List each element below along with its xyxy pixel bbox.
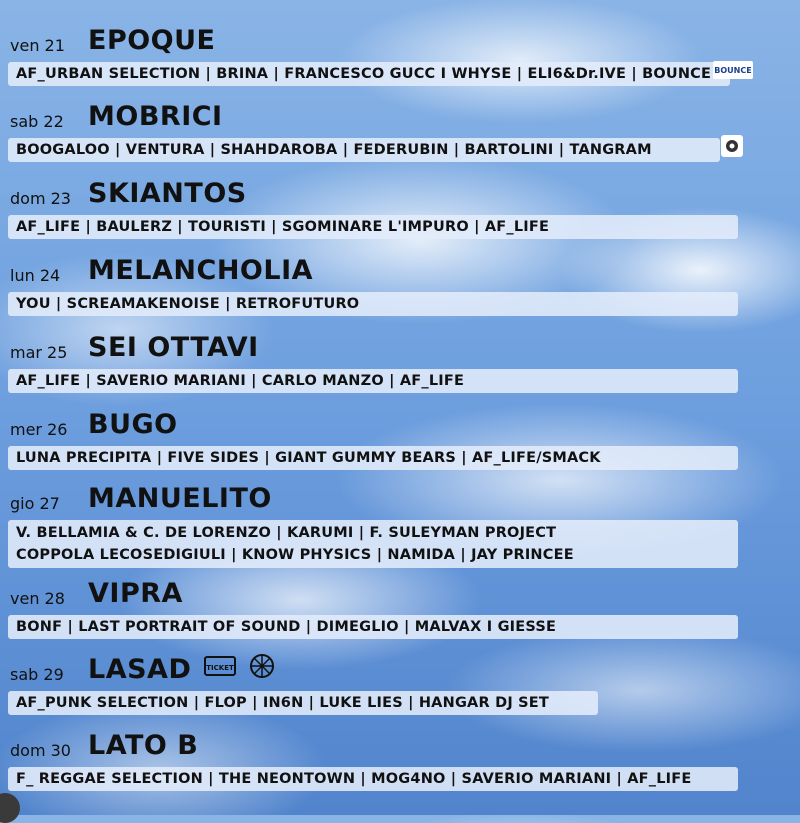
event-lato-b: [8, 727, 753, 791]
event-name: MOBRICI: [88, 101, 223, 132]
event-date: mer 26: [10, 420, 68, 439]
event-lineup: [8, 369, 738, 393]
event-lasad: [8, 651, 753, 715]
event-epoque: [8, 22, 753, 86]
event-date: lun 24: [10, 266, 61, 285]
event-name: LASAD: [88, 654, 192, 685]
lineup-line: COPPOLA LECOSEDIGIULI | KNOW PHYSICS | NAMIDA | JAY PRINCEE: [16, 547, 574, 563]
event-lineup: [8, 138, 720, 162]
event-lineup: [8, 767, 738, 791]
lineup-line: LUNA PRECIPITA | FIVE SIDES | GIANT GUMMY BEARS | AF_LIFE/SMACK: [16, 450, 601, 466]
event-vipra: [8, 575, 753, 639]
event-name: SEI OTTAVI: [88, 332, 259, 363]
bounce-logo: BOUNCE: [713, 61, 753, 79]
lineup-line: AF_PUNK SELECTION | FLOP | IN6N | LUKE LIES | HANGAR DJ SET: [16, 695, 549, 711]
event-name: EPOQUE: [88, 25, 216, 56]
lineup-line: YOU | SCREAMAKENOISE | RETROFUTURO: [16, 296, 360, 312]
event-name: MELANCHOLIA: [88, 255, 314, 286]
event-name: BUGO: [88, 409, 178, 440]
event-name: SKIANTOS: [88, 178, 247, 209]
event-date: dom 30: [10, 741, 71, 760]
event-manuelito: [8, 480, 753, 568]
event-lineup: [8, 292, 738, 316]
event-date: mar 25: [10, 343, 68, 362]
event-skiantos: [8, 175, 753, 239]
event-lineup: [8, 215, 738, 239]
event-date: ven 21: [10, 36, 65, 55]
event-lineup: [8, 446, 738, 470]
event-date: ven 28: [10, 589, 65, 608]
lineup-line: AF_LIFE | BAULERZ | TOURISTI | SGOMINARE L'IMPURO | AF_LIFE: [16, 219, 550, 235]
event-bugo: [8, 406, 753, 470]
label-logo-icon: [721, 135, 743, 157]
event-name: LATO B: [88, 730, 199, 761]
lineup-line: AF_LIFE | SAVERIO MARIANI | CARLO MANZO | AF_LIFE: [16, 373, 465, 389]
event-date: sab 29: [10, 665, 64, 684]
event-melancholia: [8, 252, 753, 316]
event-name: MANUELITO: [88, 483, 272, 514]
event-lineup: [8, 520, 738, 568]
event-lineup: [8, 691, 598, 715]
lineup-line: F_ REGGAE SELECTION | THE NEONTOWN | MOG4NO | SAVERIO MARIANI | AF_LIFE: [16, 771, 692, 787]
corner-badge-icon: [0, 793, 20, 823]
lineup-line: BONF | LAST PORTRAIT OF SOUND | DIMEGLIO | MALVAX I GIESSE: [16, 619, 557, 635]
event-date: sab 22: [10, 112, 64, 131]
event-lineup: [8, 62, 730, 86]
event-date: dom 23: [10, 189, 71, 208]
event-name: VIPRA: [88, 578, 183, 609]
wheel-icon: [249, 653, 275, 683]
lineup-line: AF_URBAN SELECTION | BRINA | FRANCESCO GUCC I WHYSE | ELI6&Dr.IVE | BOUNCE: [16, 66, 712, 82]
svg-text:TICKET: TICKET: [206, 664, 235, 672]
ticket-icon: [203, 653, 237, 683]
event-mobrici: [8, 98, 753, 162]
event-lineup: [8, 615, 738, 639]
event-sei-ottavi: [8, 329, 753, 393]
event-date: gio 27: [10, 494, 60, 513]
lineup-line: V. BELLAMIA & C. DE LORENZO | KARUMI | F. SULEYMAN PROJECT: [16, 525, 557, 541]
lineup-line: BOOGALOO | VENTURA | SHAHDAROBA | FEDERUBIN | BARTOLINI | TANGRAM: [16, 142, 652, 158]
